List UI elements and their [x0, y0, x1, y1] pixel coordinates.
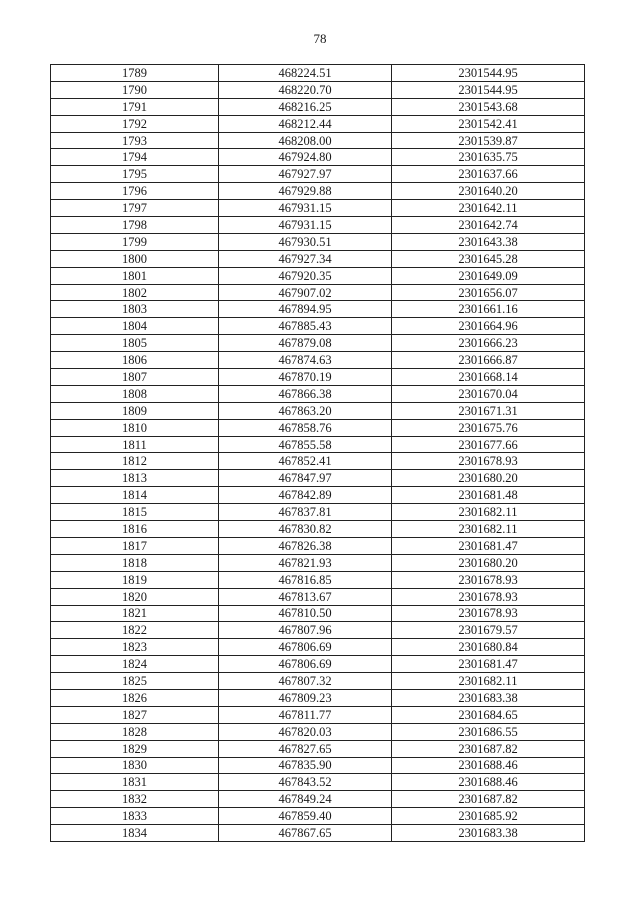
point-number-cell: 1827 [51, 706, 219, 723]
table-row [51, 825, 585, 842]
point-number-cell: 1807 [51, 369, 219, 386]
x-coordinate-cell: 467847.97 [219, 470, 392, 487]
x-coordinate-cell: 467827.65 [219, 740, 392, 757]
table-row [51, 723, 585, 740]
table-row [51, 740, 585, 757]
x-coordinate-cell: 467894.95 [219, 301, 392, 318]
point-number-cell: 1812 [51, 453, 219, 470]
point-number-cell: 1813 [51, 470, 219, 487]
table-row [51, 774, 585, 791]
table-row [51, 301, 585, 318]
y-coordinate-cell: 2301670.04 [392, 385, 585, 402]
point-number-cell: 1814 [51, 487, 219, 504]
page-number: 78 [313, 31, 327, 46]
y-coordinate-cell: 2301679.57 [392, 622, 585, 639]
x-coordinate-cell: 467806.69 [219, 639, 392, 656]
x-coordinate-cell: 467863.20 [219, 402, 392, 419]
x-coordinate-cell: 468224.51 [219, 65, 392, 82]
point-number-cell: 1833 [51, 808, 219, 825]
table-row [51, 250, 585, 267]
table-row [51, 200, 585, 217]
table-row [51, 233, 585, 250]
point-number-cell: 1815 [51, 504, 219, 521]
point-number-cell: 1831 [51, 774, 219, 791]
x-coordinate-cell: 468216.25 [219, 98, 392, 115]
y-coordinate-cell: 2301682.11 [392, 673, 585, 690]
x-coordinate-cell: 467807.32 [219, 673, 392, 690]
y-coordinate-cell: 2301684.65 [392, 706, 585, 723]
point-number-cell: 1819 [51, 571, 219, 588]
point-number-cell: 1800 [51, 250, 219, 267]
table-row [51, 453, 585, 470]
x-coordinate-cell: 467931.15 [219, 217, 392, 234]
table-row [51, 639, 585, 656]
y-coordinate-cell: 2301643.38 [392, 233, 585, 250]
table-row [51, 673, 585, 690]
point-number-cell: 1834 [51, 825, 219, 842]
table-row [51, 656, 585, 673]
y-coordinate-cell: 2301544.95 [392, 65, 585, 82]
point-number-cell: 1798 [51, 217, 219, 234]
point-number-cell: 1821 [51, 605, 219, 622]
point-number-cell: 1828 [51, 723, 219, 740]
x-coordinate-cell: 468208.00 [219, 132, 392, 149]
point-number-cell: 1808 [51, 385, 219, 402]
point-number-cell: 1824 [51, 656, 219, 673]
table-row [51, 369, 585, 386]
point-number-cell: 1801 [51, 267, 219, 284]
table-row [51, 470, 585, 487]
x-coordinate-cell: 467855.58 [219, 436, 392, 453]
point-number-cell: 1803 [51, 301, 219, 318]
table-row [51, 267, 585, 284]
point-number-cell: 1804 [51, 318, 219, 335]
table-row [51, 554, 585, 571]
y-coordinate-cell: 2301539.87 [392, 132, 585, 149]
y-coordinate-cell: 2301666.23 [392, 335, 585, 352]
table-row [51, 335, 585, 352]
x-coordinate-cell: 467807.96 [219, 622, 392, 639]
point-number-cell: 1796 [51, 183, 219, 200]
x-coordinate-cell: 467866.38 [219, 385, 392, 402]
point-number-cell: 1832 [51, 791, 219, 808]
table-row [51, 521, 585, 538]
point-number-cell: 1790 [51, 81, 219, 98]
point-number-cell: 1792 [51, 115, 219, 132]
x-coordinate-cell: 467885.43 [219, 318, 392, 335]
y-coordinate-cell: 2301682.11 [392, 521, 585, 538]
point-number-cell: 1822 [51, 622, 219, 639]
y-coordinate-cell: 2301680.20 [392, 470, 585, 487]
table-row [51, 537, 585, 554]
point-number-cell: 1789 [51, 65, 219, 82]
point-number-cell: 1825 [51, 673, 219, 690]
y-coordinate-cell: 2301681.47 [392, 537, 585, 554]
y-coordinate-cell: 2301649.09 [392, 267, 585, 284]
x-coordinate-cell: 467826.38 [219, 537, 392, 554]
point-number-cell: 1797 [51, 200, 219, 217]
point-number-cell: 1817 [51, 537, 219, 554]
x-coordinate-cell: 467867.65 [219, 825, 392, 842]
y-coordinate-cell: 2301678.93 [392, 453, 585, 470]
table-row [51, 132, 585, 149]
table-row [51, 166, 585, 183]
point-number-cell: 1809 [51, 402, 219, 419]
table-row [51, 217, 585, 234]
y-coordinate-cell: 2301668.14 [392, 369, 585, 386]
point-number-cell: 1830 [51, 757, 219, 774]
x-coordinate-cell: 468220.70 [219, 81, 392, 98]
table-row [51, 757, 585, 774]
y-coordinate-cell: 2301666.87 [392, 352, 585, 369]
table-row [51, 504, 585, 521]
y-coordinate-cell: 2301678.93 [392, 571, 585, 588]
x-coordinate-cell: 467930.51 [219, 233, 392, 250]
y-coordinate-cell: 2301680.84 [392, 639, 585, 656]
table-row [51, 149, 585, 166]
table-row [51, 436, 585, 453]
y-coordinate-cell: 2301686.55 [392, 723, 585, 740]
coordinates-table-body [51, 65, 585, 842]
y-coordinate-cell: 2301687.82 [392, 791, 585, 808]
y-coordinate-cell: 2301642.11 [392, 200, 585, 217]
x-coordinate-cell: 467870.19 [219, 369, 392, 386]
point-number-cell: 1806 [51, 352, 219, 369]
table-row [51, 385, 585, 402]
x-coordinate-cell: 467820.03 [219, 723, 392, 740]
x-coordinate-cell: 467816.85 [219, 571, 392, 588]
point-number-cell: 1802 [51, 284, 219, 301]
y-coordinate-cell: 2301542.41 [392, 115, 585, 132]
point-number-cell: 1810 [51, 419, 219, 436]
x-coordinate-cell: 467931.15 [219, 200, 392, 217]
table-row [51, 605, 585, 622]
y-coordinate-cell: 2301671.31 [392, 402, 585, 419]
x-coordinate-cell: 467806.69 [219, 656, 392, 673]
table-row [51, 81, 585, 98]
x-coordinate-cell: 467843.52 [219, 774, 392, 791]
x-coordinate-cell: 467811.77 [219, 706, 392, 723]
y-coordinate-cell: 2301656.07 [392, 284, 585, 301]
x-coordinate-cell: 467927.97 [219, 166, 392, 183]
x-coordinate-cell: 467849.24 [219, 791, 392, 808]
y-coordinate-cell: 2301683.38 [392, 689, 585, 706]
y-coordinate-cell: 2301687.82 [392, 740, 585, 757]
y-coordinate-cell: 2301543.68 [392, 98, 585, 115]
x-coordinate-cell: 467842.89 [219, 487, 392, 504]
x-coordinate-cell: 467920.35 [219, 267, 392, 284]
table-row [51, 98, 585, 115]
y-coordinate-cell: 2301637.66 [392, 166, 585, 183]
x-coordinate-cell: 467835.90 [219, 757, 392, 774]
y-coordinate-cell: 2301685.92 [392, 808, 585, 825]
x-coordinate-cell: 467809.23 [219, 689, 392, 706]
x-coordinate-cell: 467859.40 [219, 808, 392, 825]
table-row [51, 791, 585, 808]
point-number-cell: 1823 [51, 639, 219, 656]
y-coordinate-cell: 2301678.93 [392, 588, 585, 605]
point-number-cell: 1795 [51, 166, 219, 183]
y-coordinate-cell: 2301688.46 [392, 757, 585, 774]
table-row [51, 115, 585, 132]
y-coordinate-cell: 2301677.66 [392, 436, 585, 453]
y-coordinate-cell: 2301645.28 [392, 250, 585, 267]
y-coordinate-cell: 2301678.93 [392, 605, 585, 622]
point-number-cell: 1816 [51, 521, 219, 538]
y-coordinate-cell: 2301675.76 [392, 419, 585, 436]
x-coordinate-cell: 467879.08 [219, 335, 392, 352]
y-coordinate-cell: 2301681.48 [392, 487, 585, 504]
table-row [51, 419, 585, 436]
x-coordinate-cell: 467929.88 [219, 183, 392, 200]
point-number-cell: 1829 [51, 740, 219, 757]
point-number-cell: 1791 [51, 98, 219, 115]
table-row [51, 65, 585, 82]
x-coordinate-cell: 467874.63 [219, 352, 392, 369]
table-row [51, 183, 585, 200]
table-row [51, 402, 585, 419]
x-coordinate-cell: 467924.80 [219, 149, 392, 166]
y-coordinate-cell: 2301642.74 [392, 217, 585, 234]
y-coordinate-cell: 2301661.16 [392, 301, 585, 318]
x-coordinate-cell: 467830.82 [219, 521, 392, 538]
y-coordinate-cell: 2301544.95 [392, 81, 585, 98]
table-row [51, 622, 585, 639]
x-coordinate-cell: 468212.44 [219, 115, 392, 132]
table-row [51, 487, 585, 504]
table-row [51, 808, 585, 825]
y-coordinate-cell: 2301640.20 [392, 183, 585, 200]
x-coordinate-cell: 467813.67 [219, 588, 392, 605]
point-number-cell: 1799 [51, 233, 219, 250]
x-coordinate-cell: 467907.02 [219, 284, 392, 301]
table-row [51, 571, 585, 588]
y-coordinate-cell: 2301680.20 [392, 554, 585, 571]
point-number-cell: 1820 [51, 588, 219, 605]
point-number-cell: 1805 [51, 335, 219, 352]
x-coordinate-cell: 467927.34 [219, 250, 392, 267]
point-number-cell: 1818 [51, 554, 219, 571]
coordinates-table [50, 64, 585, 842]
point-number-cell: 1793 [51, 132, 219, 149]
x-coordinate-cell: 467837.81 [219, 504, 392, 521]
y-coordinate-cell: 2301682.11 [392, 504, 585, 521]
table-row [51, 706, 585, 723]
x-coordinate-cell: 467858.76 [219, 419, 392, 436]
y-coordinate-cell: 2301683.38 [392, 825, 585, 842]
table-row [51, 352, 585, 369]
point-number-cell: 1826 [51, 689, 219, 706]
table-row [51, 588, 585, 605]
x-coordinate-cell: 467852.41 [219, 453, 392, 470]
table-row [51, 284, 585, 301]
y-coordinate-cell: 2301681.47 [392, 656, 585, 673]
point-number-cell: 1794 [51, 149, 219, 166]
x-coordinate-cell: 467810.50 [219, 605, 392, 622]
x-coordinate-cell: 467821.93 [219, 554, 392, 571]
table-row [51, 689, 585, 706]
y-coordinate-cell: 2301635.75 [392, 149, 585, 166]
y-coordinate-cell: 2301664.96 [392, 318, 585, 335]
table-row [51, 318, 585, 335]
point-number-cell: 1811 [51, 436, 219, 453]
y-coordinate-cell: 2301688.46 [392, 774, 585, 791]
